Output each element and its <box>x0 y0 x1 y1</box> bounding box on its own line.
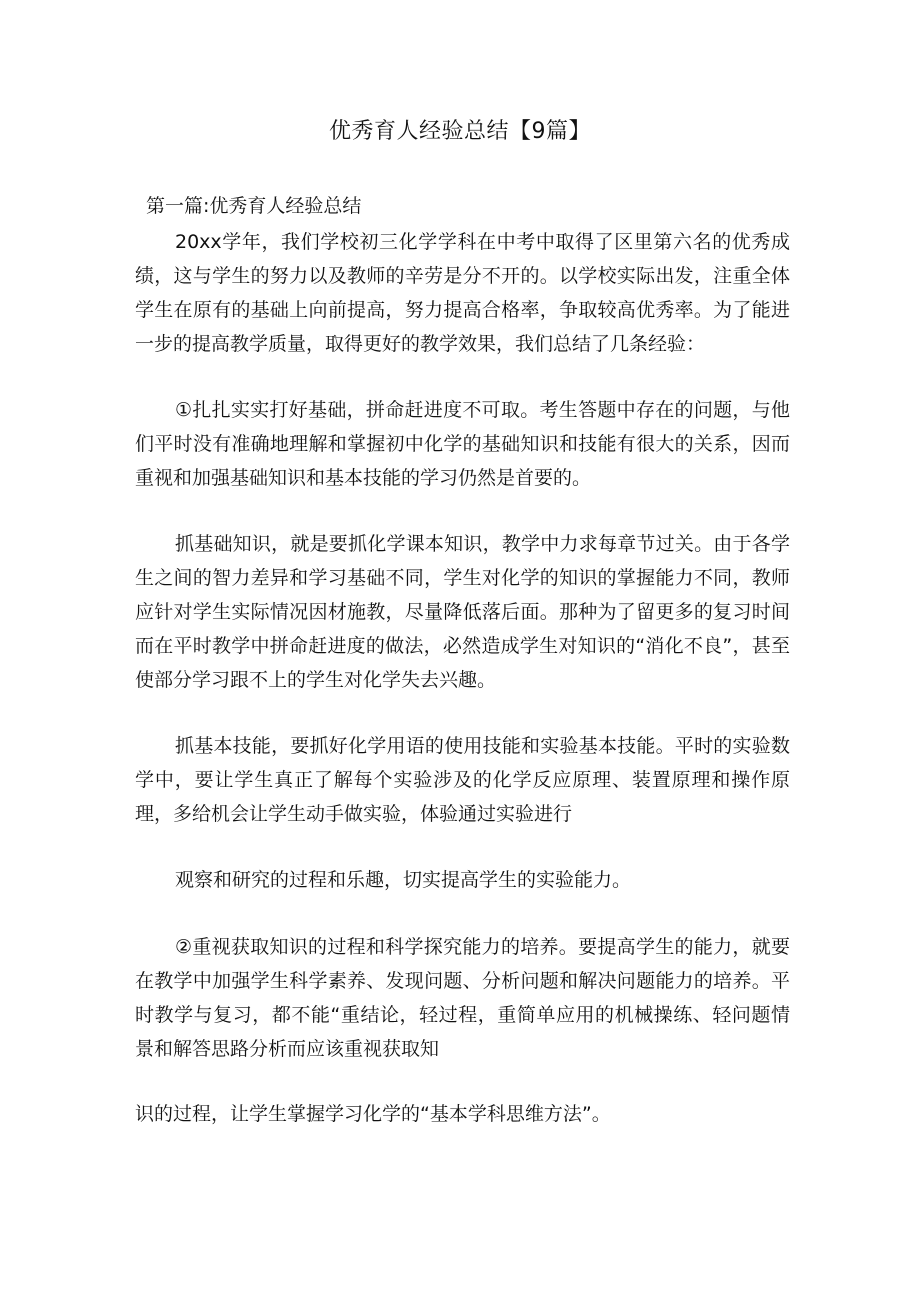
paragraph-basic-knowledge: 抓基础知识，就是要抓化学课本知识，教学中力求每章节过关。由于各学生之间的智力差异和学习基础不同，学生对化学的知识的掌握能力不同，教师应针对学生实际情况因材施教，尽量降低落后面。那种为了留更多的复习时间而在平时教学中拼命赶进度的做法，必然造成学生对知识的“消化不良”，甚至使部分学习跟不上的学生对化学失去兴趣。 <box>135 533 790 691</box>
document-title: 优秀育人经验总结【9篇】 <box>329 119 591 144</box>
section-heading: 第一篇:优秀育人经验总结 <box>146 195 362 217</box>
paragraph-point-1: ①扎扎实实打好基础，拼命赶进度不可取。考生答题中存在的问题，与他们平时没有准确地理解和掌握初中化学的基础知识和技能有很大的关系，因而重视和加强基础知识和基本技能的学习仍然是首要的。 <box>135 399 790 489</box>
paragraph-point-2: ②重视获取知识的过程和科学探究能力的培养。要提高学生的能力，就要在教学中加强学生科学素养、发现问题、分析问题和解决问题能力的培养。平时教学与复习，都不能“重结论，轻过程，重简单应用的机械操练、轻问题情景和解答思路分析而应该重视获取知 <box>135 936 790 1060</box>
paragraph-observation: 观察和研究的过程和乐趣，切实提高学生的实验能力。 <box>175 869 632 891</box>
paragraph-continuation: 识的过程，让学生掌握学习化学的“基本学科思维方法”。 <box>135 1103 611 1125</box>
paragraph-basic-skills: 抓基本技能，要抓好化学用语的使用技能和实验基本技能。平时的实验数学中，要让学生真正了解每个实验涉及的化学反应原理、装置原理和操作原理，多给机会让学生动手做实验，体验通过实验进行 <box>135 735 790 825</box>
paragraph-intro: 20xx学年，我们学校初三化学学科在中考中取得了区里第六名的优秀成绩，这与学生的努力以及教师的辛劳是分不开的。以学校实际出发，注重全体学生在原有的基础上向前提高，努力提高合格率，争取较高优秀率。为了能进一步的提高教学质量，取得更好的教学效果，我们总结了几条经验： <box>135 231 790 355</box>
